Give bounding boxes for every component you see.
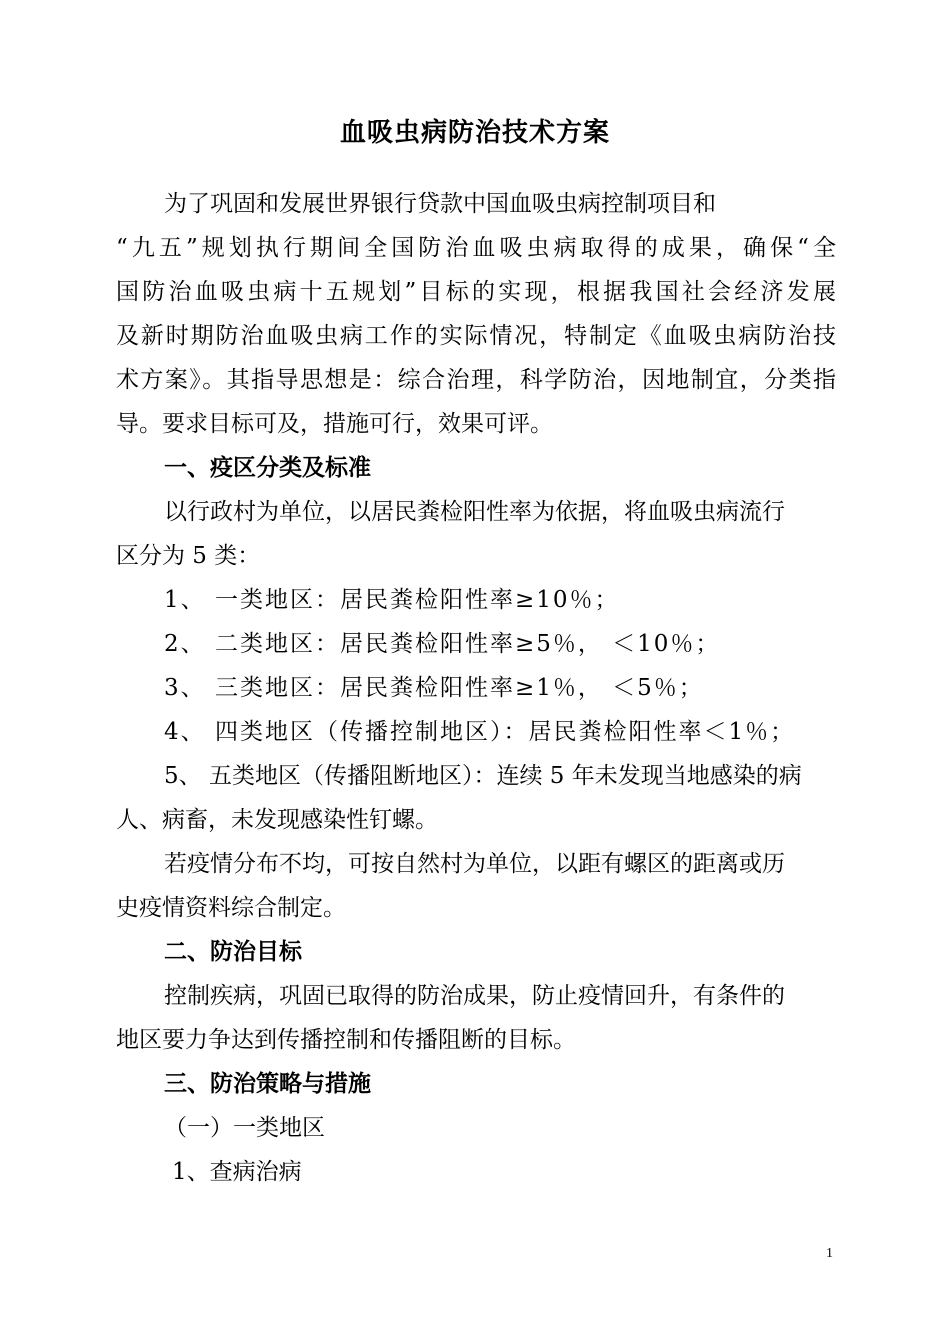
list-item: 3、 三类地区：居民粪检阳性率≥1％， ＜5％； [164,675,704,701]
subsection-heading: （一）一类地区 [164,1115,325,1141]
paragraph-line: 若疫情分布不均，可按自然村为单位，以距有螺区的距离或历 [164,851,785,877]
subsection-item: 1、查病治病 [172,1159,302,1185]
paragraph-line: 导。要求目标可及，措施可行，效果可评。 [116,411,553,437]
section-heading: 二、防治目标 [164,939,302,965]
list-item: 2、 二类地区：居民粪检阳性率≥5％， ＜10％； [164,631,721,657]
paragraph-line: 术方案》。其指导思想是：综合治理，科学防治，因地制宜，分类指 [116,367,836,393]
paragraph-line: 地区要力争达到传播控制和传播阻断的目标。 [116,1027,576,1053]
section-heading: 三、防治策略与措施 [164,1071,371,1097]
list-item: 1、 一类地区：居民粪检阳性率≥10％； [164,587,620,613]
paragraph-line: 区分为 5 类： [116,543,261,569]
section-heading: 一、疫区分类及标准 [164,455,371,481]
paragraph-line: 以行政村为单位，以居民粪检阳性率为依据，将血吸虫病流行 [164,499,785,525]
paragraph-line: 国防治血吸虫病十五规划”目标的实现，根据我国社会经济发展 [116,279,836,305]
list-item: 5、 五类地区（传播阻断地区）：连续 5 年未发现当地感染的病 [164,763,802,789]
paragraph-line: 控制疾病，巩固已取得的防治成果，防止疫情回升，有条件的 [164,983,785,1009]
paragraph-line: 史疫情资料综合制定。 [116,895,346,921]
list-item: 4、 四类地区（传播控制地区）：居民粪检阳性率＜1％； [164,719,796,745]
paragraph-line: 人、病畜，未发现感染性钉螺。 [116,807,438,833]
paragraph-line: “九五”规划执行期间全国防治血吸虫病取得的成果，确保“全 [116,235,836,261]
document-title: 血吸虫病防治技术方案 [339,118,610,148]
paragraph-line: 为了巩固和发展世界银行贷款中国血吸虫病控制项目和 [164,191,716,217]
paragraph-line: 及新时期防治血吸虫病工作的实际情况，特制定《血吸虫病防治技 [116,323,836,349]
page-number: 1 [826,1246,833,1261]
